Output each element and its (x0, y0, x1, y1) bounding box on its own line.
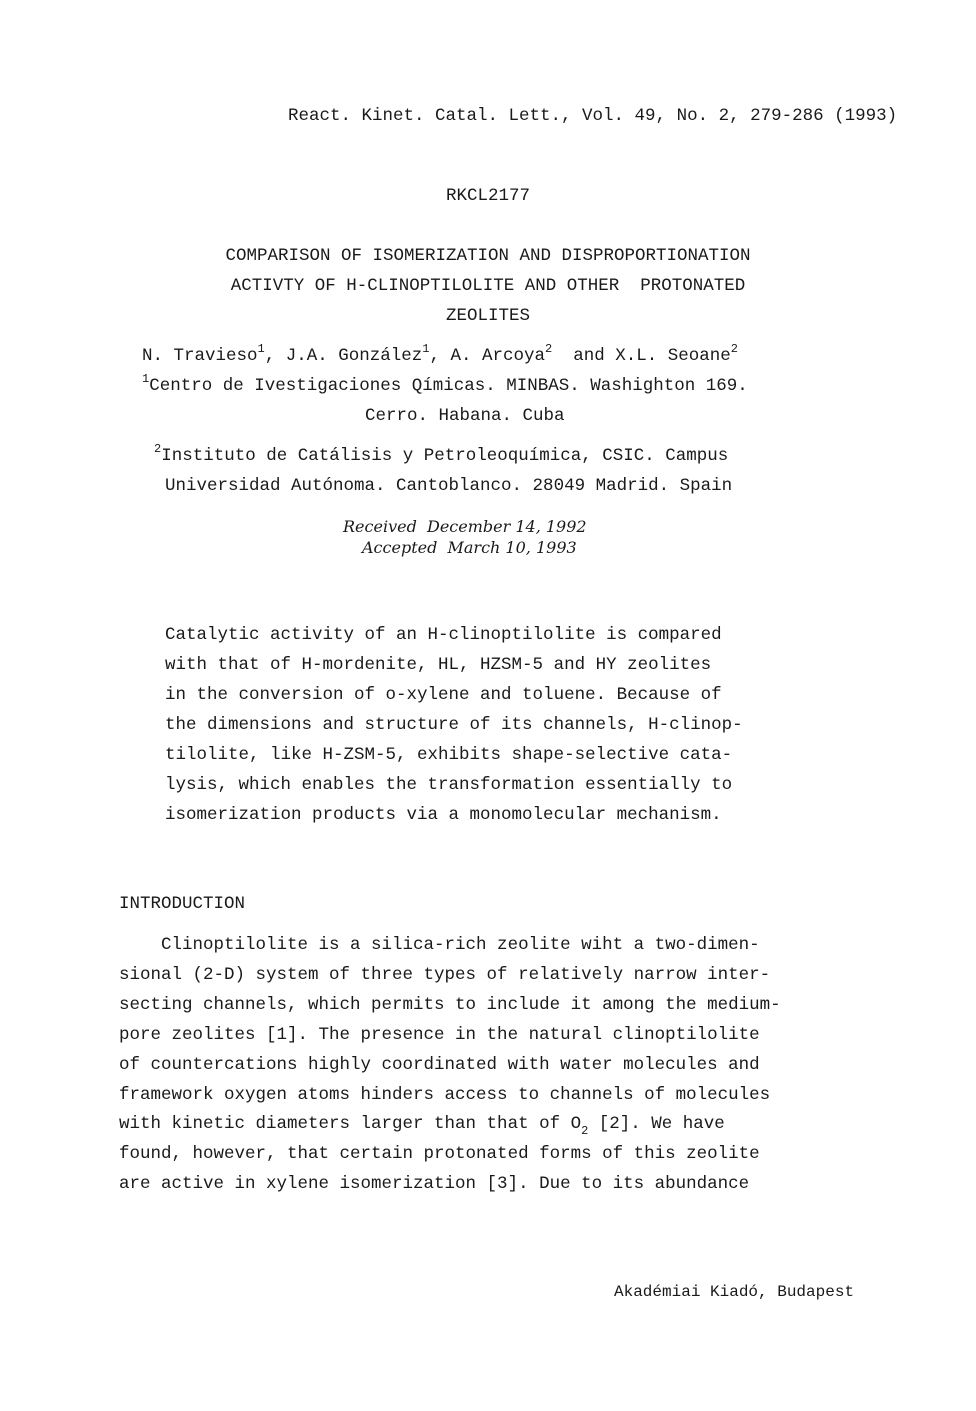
author-name: X.L. Seoane (615, 346, 731, 366)
title-line: ACTIVTY OF H-CLINOPTILOLITE AND OTHER PROTONATED (230, 276, 746, 296)
abstract-line: lysis, which enables the transformation essentially to (165, 775, 733, 795)
affiliation-marker: 1 (422, 342, 430, 356)
subscript: 2 (581, 1124, 589, 1138)
affiliation-text: Cerro. Habana. Cuba (365, 406, 565, 426)
abstract-line: with that of H-mordenite, HL, HZSM-5 and HY zeolites (165, 655, 712, 675)
affiliation-text: Instituto de Catálisis y Petroleoquímica, CSIC. Campus (161, 446, 729, 466)
body-line: framework oxygen atoms hinders access to channels of molecules (119, 1085, 771, 1105)
received-date: Received December 14, 1992 (343, 517, 587, 536)
author-name: N. Travieso (142, 346, 258, 366)
publisher-footer: Akadémiai Kiadó, Budapest (614, 1283, 855, 1301)
author-separator: , (264, 346, 286, 366)
abstract-line: the dimensions and structure of its channels, H-clinop- (165, 715, 743, 735)
affiliation-text: Centro de Ivestigaciones Qímicas. MINBAS. Washighton 169. (149, 376, 748, 396)
affiliation-marker: 2 (545, 342, 553, 356)
author-name: A. Arcoya (450, 346, 546, 366)
body-line: Clinoptilolite is a silica-rich zeolite wiht a two-dimen- (119, 935, 760, 955)
body-line: pore zeolites [1]. The presence in the natural clinoptilolite (119, 1025, 760, 1045)
abstract-line: isomerization products via a monomolecular mechanism. (165, 805, 722, 825)
affiliation-marker: 2 (730, 342, 738, 356)
affiliation-number: 2 (154, 442, 162, 456)
body-line: of countercations highly coordinated with water molecules and (119, 1055, 760, 1075)
author-separator: and (552, 346, 616, 366)
section-heading: INTRODUCTION (119, 894, 246, 914)
accepted-date: Accepted March 10, 1993 (362, 538, 577, 557)
affiliation-number: 1 (142, 372, 150, 386)
author-list (142, 342, 738, 366)
author-name: J.A. González (285, 346, 423, 366)
title-line: COMPARISON OF ISOMERIZATION AND DISPROPORTIONATION (225, 246, 751, 266)
affiliation-marker: 1 (257, 342, 265, 356)
body-line: secting channels, which permits to include it among the medium- (119, 995, 781, 1015)
body-line: with kinetic diameters larger than that of $O_2$ [2]. We have (119, 1114, 725, 1138)
title-line: ZEOLITES (445, 306, 530, 326)
abstract-line: in the conversion of o-xylene and toluene. Because of (165, 685, 722, 705)
author-separator: , (429, 346, 451, 366)
body-line: are active in xylene isomerization [3]. Due to its abundance (119, 1174, 750, 1194)
journal-citation: React. Kinet. Catal. Lett., Vol. 49, No. 2, 279-286 (1993) (288, 106, 898, 126)
body-line: found, however, that certain protonated forms of this zeolite (119, 1144, 760, 1164)
affiliation-text: Universidad Autónoma. Cantoblanco. 28049 Madrid. Spain (165, 476, 733, 496)
abstract-line: tilolite, like H-ZSM-5, exhibits shape-selective cata- (165, 745, 733, 765)
body-line: sional (2-D) system of three types of relatively narrow inter- (119, 965, 771, 985)
abstract-line: Catalytic activity of an H-clinoptilolite is compared (165, 625, 722, 645)
article-code: RKCL2177 (445, 186, 530, 206)
